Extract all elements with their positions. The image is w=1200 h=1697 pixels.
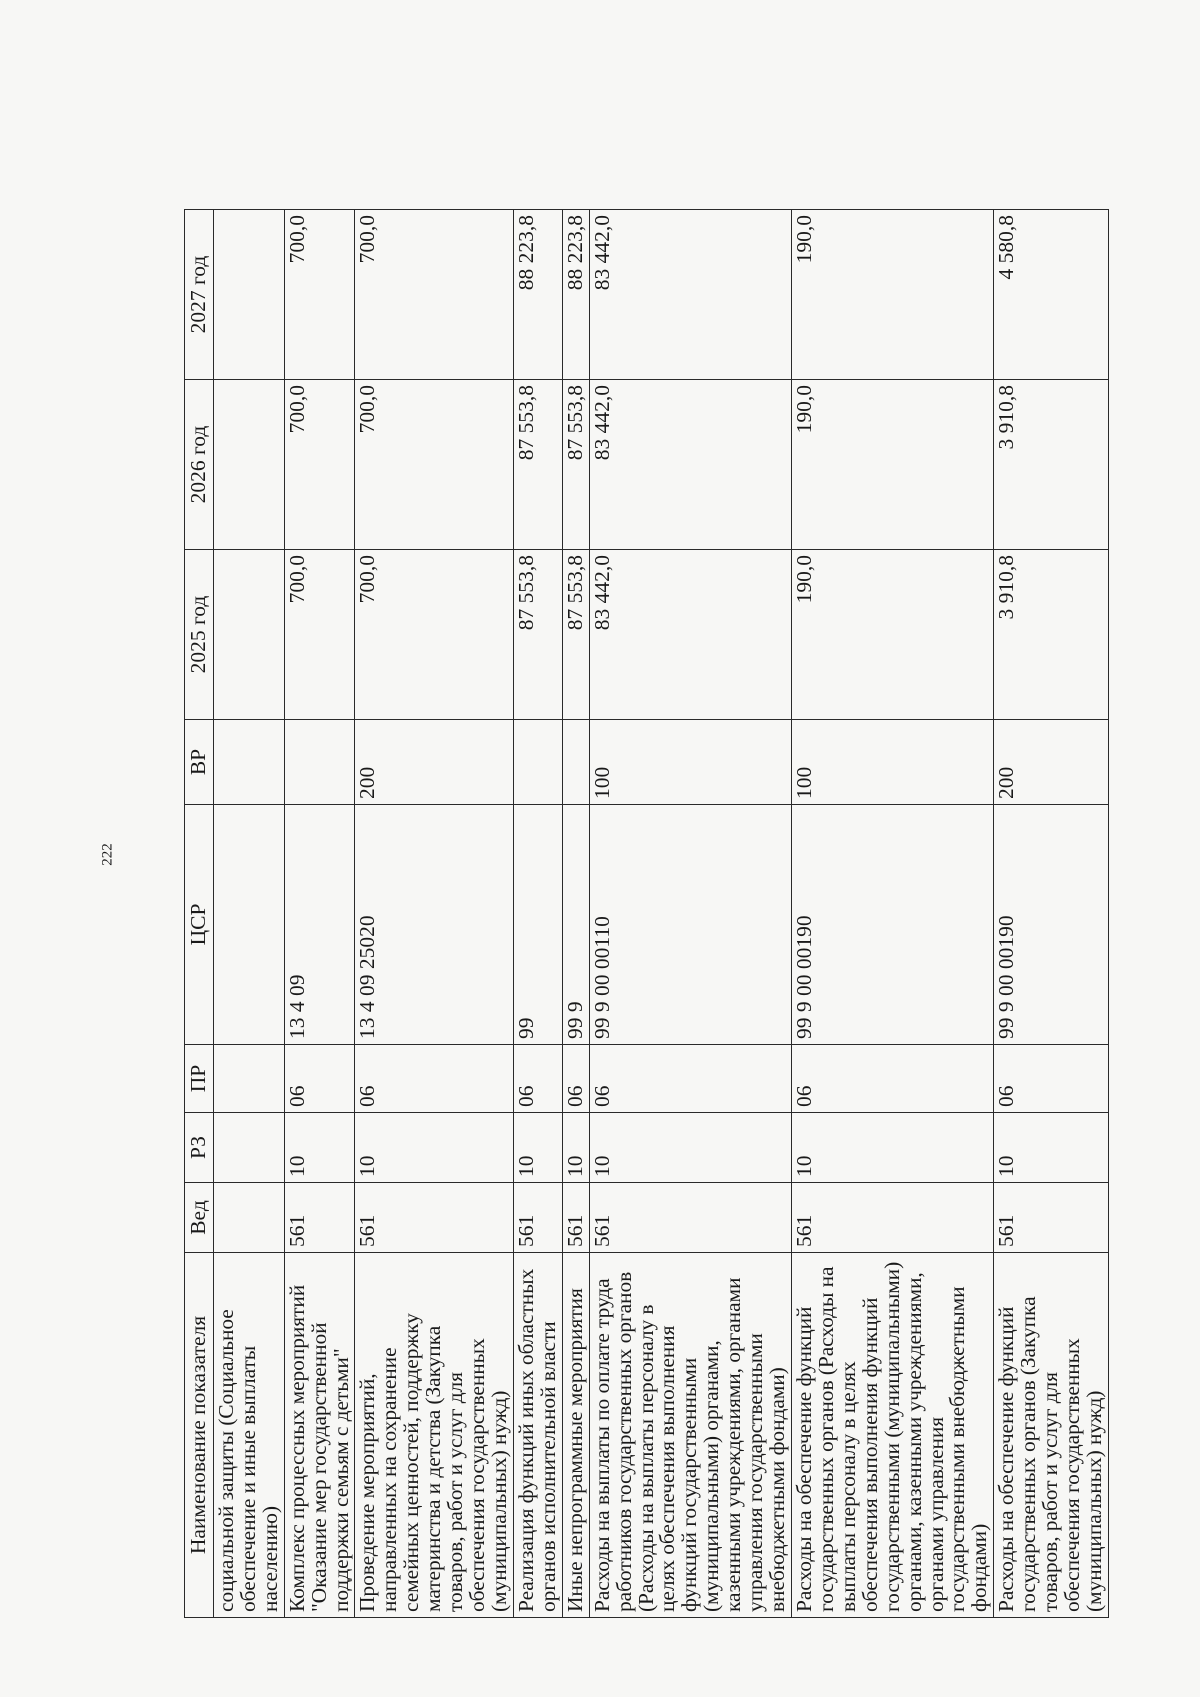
cell-ved: [213, 1183, 284, 1253]
budget-table: [184, 209, 1109, 1618]
cell-2026: 87 553,8: [562, 380, 589, 550]
cell-2025: 83 442,0: [589, 550, 791, 720]
cell-name: Реализация функций иных областных органов исполнительной власти: [513, 1253, 562, 1618]
table-row: [589, 210, 791, 1618]
header-2025: 2025 год: [185, 550, 214, 720]
header-vr: ВР: [185, 720, 214, 805]
cell-csr: 13 4 09 25020: [355, 805, 513, 1045]
cell-2026: 700,0: [284, 380, 355, 550]
cell-ved: 561: [284, 1183, 355, 1253]
cell-2027: 88 223,8: [513, 210, 562, 380]
cell-vr: [513, 720, 562, 805]
cell-vr: 100: [589, 720, 791, 805]
header-name: Наименование показателя: [185, 1253, 214, 1618]
cell-vr: 200: [355, 720, 513, 805]
table-header-row: [185, 210, 214, 1618]
header-pr: ПР: [185, 1045, 214, 1113]
cell-pr: 06: [791, 1045, 993, 1113]
cell-pr: 06: [589, 1045, 791, 1113]
header-csr: ЦСР: [185, 805, 214, 1045]
table-row: [284, 210, 355, 1618]
cell-name: социальной защиты (Социальное обеспечение и иные выплаты населению): [213, 1253, 284, 1618]
header-ved: Вед: [185, 1183, 214, 1253]
cell-2026: 190,0: [791, 380, 993, 550]
cell-pr: 06: [994, 1045, 1109, 1113]
cell-pr: 06: [513, 1045, 562, 1113]
table-row: [213, 210, 284, 1618]
cell-csr: 13 4 09: [284, 805, 355, 1045]
cell-csr: 99 9 00 00190: [791, 805, 993, 1045]
cell-csr: 99 9 00 00110: [589, 805, 791, 1045]
cell-2025: 3 910,8: [994, 550, 1109, 720]
cell-ved: 561: [589, 1183, 791, 1253]
cell-vr: 200: [994, 720, 1109, 805]
cell-csr: 99 9 00 00190: [994, 805, 1109, 1045]
cell-ved: 561: [513, 1183, 562, 1253]
cell-vr: [213, 720, 284, 805]
cell-2026: 87 553,8: [513, 380, 562, 550]
cell-2026: 3 910,8: [994, 380, 1109, 550]
cell-2027: 700,0: [284, 210, 355, 380]
cell-rz: [213, 1113, 284, 1183]
cell-csr: [213, 805, 284, 1045]
cell-2027: 4 580,8: [994, 210, 1109, 380]
cell-name: Расходы на обеспечение функций государственных органов (Закупка товаров, работ и услуг для обеспечения государственных (муниципальных) нужд): [994, 1253, 1109, 1618]
cell-name: Иные непрограммные мероприятия: [562, 1253, 589, 1618]
table-row: [355, 210, 513, 1618]
cell-2027: 83 442,0: [589, 210, 791, 380]
table-row: [562, 210, 589, 1618]
table-row: [791, 210, 993, 1618]
cell-csr: 99: [513, 805, 562, 1045]
cell-2025: [213, 550, 284, 720]
cell-2025: 87 553,8: [513, 550, 562, 720]
cell-rz: 10: [513, 1113, 562, 1183]
cell-ved: 561: [562, 1183, 589, 1253]
cell-vr: [562, 720, 589, 805]
cell-rz: 10: [791, 1113, 993, 1183]
cell-2027: [213, 210, 284, 380]
table-row: [513, 210, 562, 1618]
cell-2027: 88 223,8: [562, 210, 589, 380]
cell-name: Расходы на обеспечение функций государственных органов (Расходы на выплаты персоналу в целях обеспечения выполнения функций государственными (муниципальными) органами, казенными учреждениями, органами управления государственными внебюджетными фондами): [791, 1253, 993, 1618]
cell-2026: [213, 380, 284, 550]
cell-2027: 190,0: [791, 210, 993, 380]
cell-rz: 10: [589, 1113, 791, 1183]
cell-name: Комплекс процессных мероприятий "Оказание мер государственной поддержки семьям с детьми": [284, 1253, 355, 1618]
cell-ved: 561: [994, 1183, 1109, 1253]
header-rz: РЗ: [185, 1113, 214, 1183]
cell-csr: 99 9: [562, 805, 589, 1045]
cell-2025: 700,0: [355, 550, 513, 720]
cell-rz: 10: [994, 1113, 1109, 1183]
cell-2026: 700,0: [355, 380, 513, 550]
cell-vr: [284, 720, 355, 805]
page-number: 222: [99, 843, 116, 866]
cell-pr: 06: [355, 1045, 513, 1113]
cell-2025: 87 553,8: [562, 550, 589, 720]
cell-vr: 100: [791, 720, 993, 805]
header-2026: 2026 год: [185, 380, 214, 550]
cell-ved: 561: [355, 1183, 513, 1253]
header-2027: 2027 год: [185, 210, 214, 380]
cell-pr: [213, 1045, 284, 1113]
cell-rz: 10: [284, 1113, 355, 1183]
cell-pr: 06: [284, 1045, 355, 1113]
cell-rz: 10: [562, 1113, 589, 1183]
cell-pr: 06: [562, 1045, 589, 1113]
cell-2026: 83 442,0: [589, 380, 791, 550]
cell-2025: 700,0: [284, 550, 355, 720]
cell-name: Проведение мероприятий, направленных на сохранение семейных ценностей, поддержку материнства и детства (Закупка товаров, работ и услуг для обеспечения государственных (муниципальных) нужд): [355, 1253, 513, 1618]
cell-rz: 10: [355, 1113, 513, 1183]
rotated-page: [0, 129, 1200, 1697]
cell-2025: 190,0: [791, 550, 993, 720]
cell-name: Расходы на выплаты по оплате труда работников государственных органов (Расходы на выплаты персоналу в целях обеспечения выполнения функций государственными (муниципальными) органами, казенными учреждениями, органами управления государственными внебюджетными фондами): [589, 1253, 791, 1618]
table-row: [994, 210, 1109, 1618]
cell-2027: 700,0: [355, 210, 513, 380]
cell-ved: 561: [791, 1183, 993, 1253]
